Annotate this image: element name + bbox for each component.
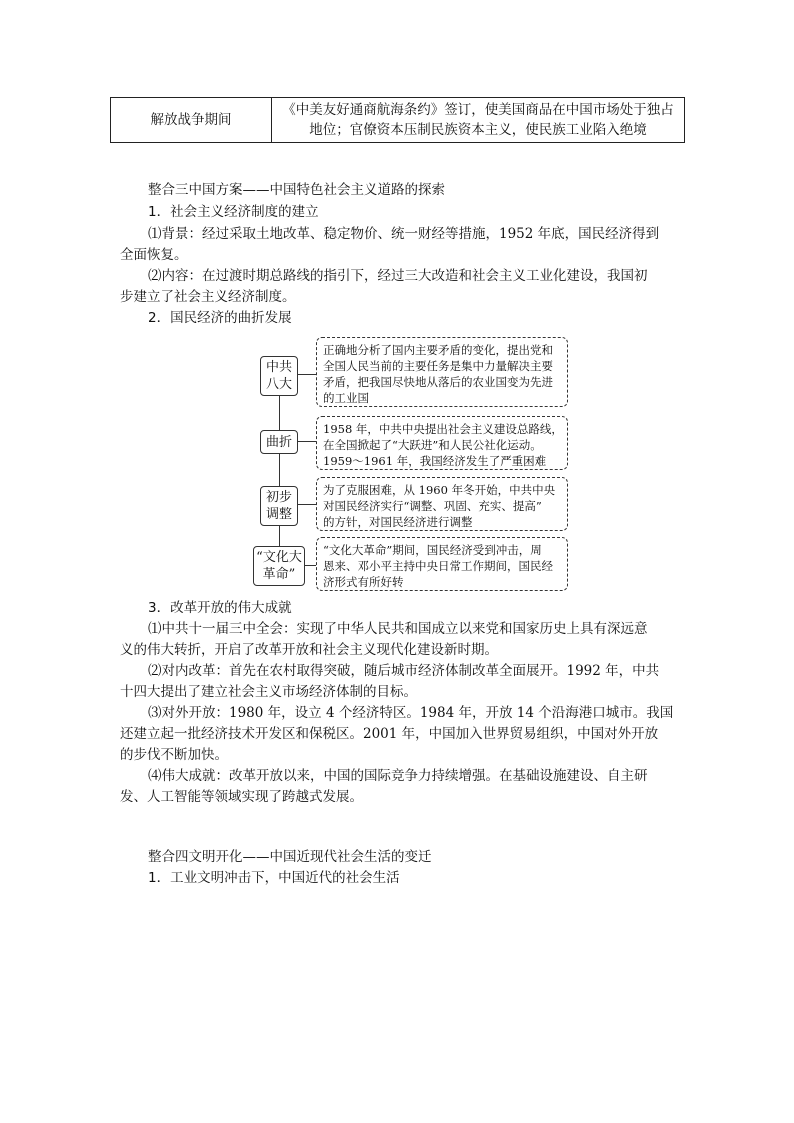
- paragraph-line: ⑷伟大成就：改革开放以来，中国的国际竞争力持续增强。在基础设施建设、自主研: [148, 768, 648, 784]
- diagram-spine: [279, 375, 280, 560]
- paragraph-line: ⑵对内改革：首先在农村取得突破，随后城市经济体制改革全面展开。1992 年，中共: [148, 663, 660, 679]
- paragraph-line: ⑴中共十一届三中全会：实现了中华人民共和国成立以来党和国家历史上具有深远意: [148, 621, 648, 637]
- paragraph-line: 步建立了社会主义经济制度。: [120, 289, 296, 305]
- paragraph-line: 的步伐不断加快。: [120, 747, 228, 763]
- diagram-node-cultural-revolution: “文化大 革命”: [253, 546, 305, 586]
- paragraph-line: 发、人工智能等领域实现了跨越式发展。: [120, 789, 363, 805]
- section-title: 整合三中国方案——中国特色社会主义道路的探索: [148, 182, 445, 198]
- paragraph-line: 十四大提出了建立社会主义市场经济体制的目标。: [120, 684, 417, 700]
- subheading: 1．社会主义经济制度的建立: [148, 204, 319, 220]
- paragraph-line: 全面恢复。: [120, 247, 188, 263]
- subheading: 2．国民经济的曲折发展: [148, 310, 292, 326]
- connector: [298, 374, 316, 375]
- connector: [298, 441, 316, 442]
- paragraph-line: ⑶对外开放：1980 年，设立 4 个经济特区。1984 年，开放 14 个沿海港口城市。我国: [148, 705, 674, 721]
- diagram-node-adjustment: 初步 调整: [260, 486, 298, 526]
- diagram-node-setback: 曲折: [260, 430, 298, 454]
- diagram-box-adjustment: 为了克服困难，从 1960 年冬开始，中共中央 对国民经济实行“调整、巩固、充实、提高” 的方针，对国民经济进行调整: [316, 477, 568, 531]
- diagram-box-eighth-congress: 正确地分析了国内主要矛盾的变化，提出党和 全国人民当前的主要任务是集中力量解决主要 矛盾，把我国尽快地从落后的农业国变为先进 的工业国: [316, 337, 568, 407]
- era-table: [110, 97, 685, 143]
- paragraph-line: 还建立起一批经济技术开发区和保税区。2001 年，中国加入世界贸易组织，中国对外开放: [120, 726, 659, 742]
- paragraph-line: ⑴背景：经过采取土地改革、稳定物价、统一财经等措施，1952 年底，国民经济得到: [148, 226, 660, 242]
- era-cell: 解放战争期间: [111, 98, 272, 143]
- diagram-box-cultural-revolution: “文化大革命”期间，国民经济受到冲击，周 恩来、邓小平主持中央日常工作期间，国民经 济形式有所好转: [316, 537, 568, 591]
- subheading: 1．工业文明冲击下，中国近代的社会生活: [148, 870, 400, 886]
- subheading: 3．改革开放的伟大成就: [148, 600, 292, 616]
- paragraph-line: ⑵内容：在过渡时期总路线的指引下，经过三大改造和社会主义工业化建设，我国初: [148, 268, 648, 284]
- section-title: 整合四文明开化——中国近现代社会生活的变迁: [148, 849, 432, 865]
- era-description-cell: 《中美友好通商航海条约》签订，使美国商品在中国市场处于独占 地位；官僚资本压制民族资本主义，使民族工业陷入绝境: [272, 98, 685, 143]
- diagram-box-setback: 1958 年，中共中央提出社会主义建设总路线， 在全国掀起了“大跃进”和人民公社化运动。 1959～1961 年，我国经济发生了严重困难: [316, 416, 568, 470]
- paragraph-line: 义的伟大转折，开启了改革开放和社会主义现代化建设新时期。: [120, 642, 498, 658]
- diagram-node-eighth-congress: 中共 八大: [260, 356, 298, 396]
- connector: [305, 565, 316, 566]
- connector: [298, 504, 316, 505]
